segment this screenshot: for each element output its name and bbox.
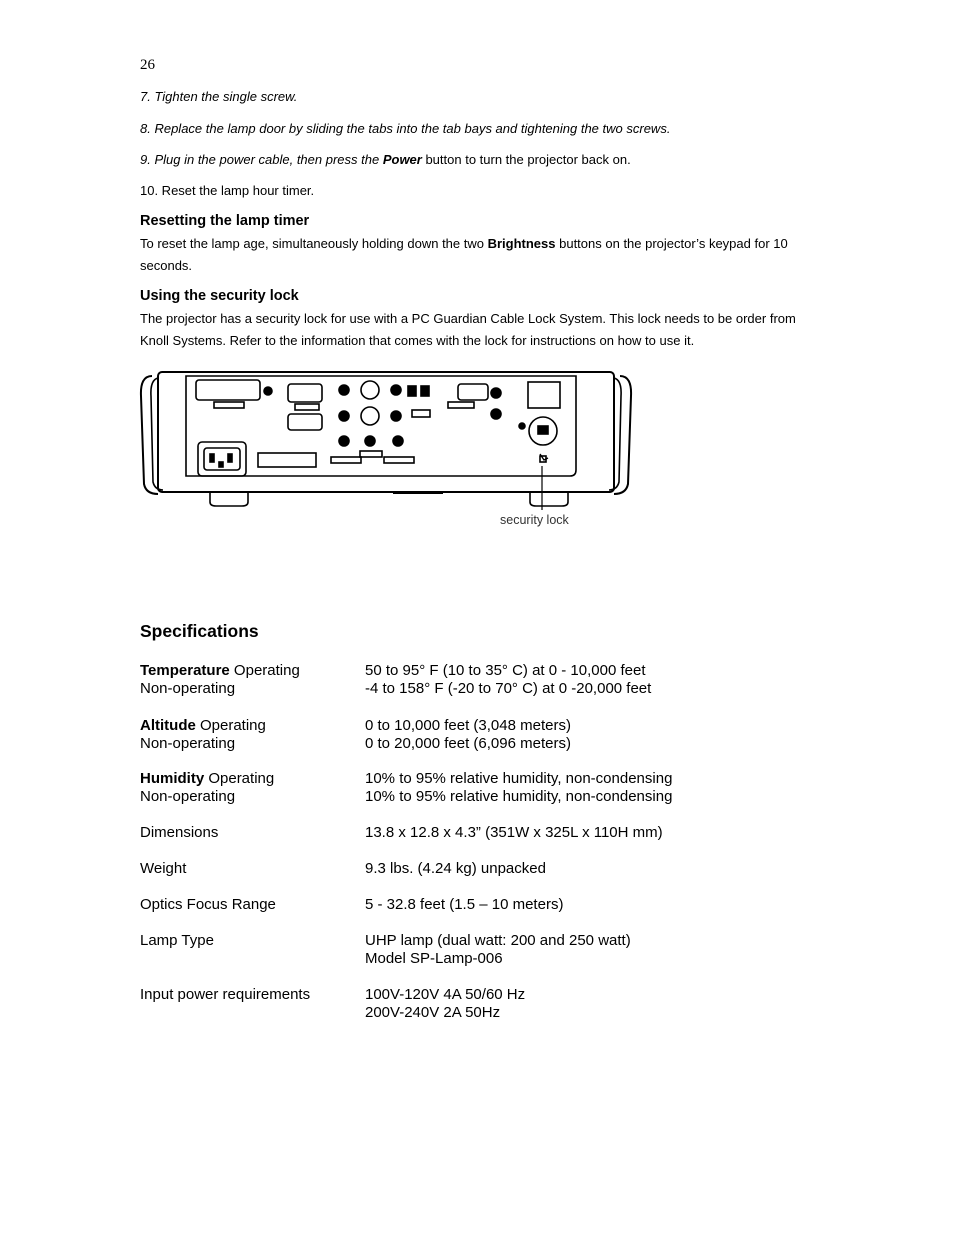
lock-heading: Using the security lock [140,288,299,304]
spec-value-line2: 200V-240V 2A 50Hz [365,1004,501,1021]
spec-label-operating: Operating [195,717,266,734]
projector-rear-panel-figure [138,366,634,532]
spec-value [365,770,785,806]
step-9 [140,149,820,171]
step-10: 10. Reset the lamp hour timer. [140,183,315,198]
lock-paragraph: The projector has a security lock for use with a PC Guardian Cable Lock System. This lock needs to be order from Knoll Systems. Refer to the information that comes with the lock for instructions on how to use it. [140,311,796,348]
spec-label-nonoperating: Non-operating [140,788,236,805]
reset-text-rest: buttons on the projector’s keypad for 10 seconds. [140,236,788,273]
spec-value-line1: 100V-120V 4A 50/60 Hz [365,986,526,1003]
spec-value [365,662,785,698]
reset-paragraph [140,233,820,277]
spec-value-line1: UHP lamp (dual watt: 200 and 250 watt) [365,932,631,949]
specifications-title: Specifications [140,621,259,641]
spec-label-operating: Operating [204,770,275,787]
step-7: 7. Tighten the single screw. [140,89,298,104]
spec-value-line2: Model SP-Lamp-006 [365,950,503,967]
spec-value-nonoperating: 0 to 20,000 feet (6,096 meters) [365,735,571,752]
spec-value-operating: 0 to 10,000 feet (3,048 meters) [365,717,571,734]
page-number: 26 [140,57,155,73]
spec-label [140,770,364,806]
security-lock-caption: security lock [500,513,569,527]
spec-label [140,662,364,698]
spec-value [365,986,785,1022]
step-8: 8. Replace the lamp door by sliding the tabs into the tab bays and tightening the two screws. [140,121,671,136]
step-9-power: Power [382,152,422,167]
spec-label-operating: Operating [229,662,300,679]
projector-rear-panel-illustration [138,366,634,532]
reset-heading: Resetting the lamp timer [140,213,310,229]
spec-value: 13.8 x 12.8 x 4.3” (351W x 325L x 110H mm) [365,824,663,841]
step-9-text: 9. Plug in the power cable, then press the [140,152,383,167]
reset-text: To reset the lamp age, simultaneously holding down the two [140,236,488,251]
spec-value [365,932,785,968]
reset-brightness: Brightness [487,236,556,251]
spec-value-nonoperating: -4 to 158° F (-20 to 70° C) at 0 -20,000 feet [365,680,652,697]
step-9-rest: button to turn the projector back on. [421,152,631,167]
spec-label [140,717,364,753]
spec-label-nonoperating: Non-operating [140,735,236,752]
spec-value-operating: 10% to 95% relative humidity, non-condensing [365,770,673,787]
spec-label: Dimensions [140,824,219,841]
spec-value-operating: 50 to 95° F (10 to 35° C) at 0 - 10,000 feet [365,662,646,679]
spec-value [365,717,785,753]
spec-value-nonoperating: 10% to 95% relative humidity, non-condensing [365,788,673,805]
spec-label: Input power requirements [140,986,311,1003]
spec-label-bold: Temperature [140,662,230,679]
spec-value: 9.3 lbs. (4.24 kg) unpacked [365,860,546,877]
spec-label: Weight [140,860,187,877]
spec-label-bold: Altitude [140,717,196,734]
spec-label: Lamp Type [140,932,214,949]
spec-label-bold: Humidity [140,770,205,787]
spec-label-nonoperating: Non-operating [140,680,236,697]
spec-value: 5 - 32.8 feet (1.5 – 10 meters) [365,896,564,913]
spec-label: Optics Focus Range [140,896,276,913]
